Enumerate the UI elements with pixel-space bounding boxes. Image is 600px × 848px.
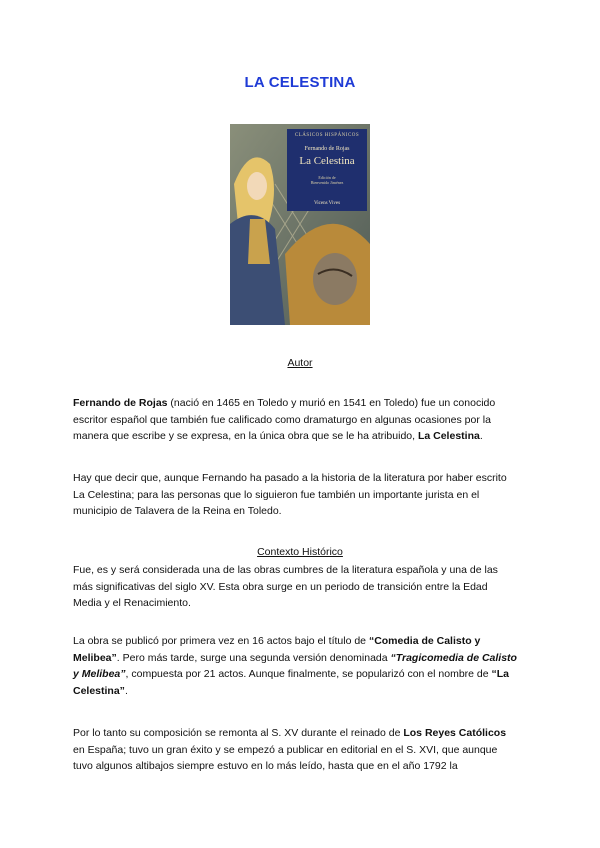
cover-editor — [287, 175, 367, 185]
text-line: tuvo algunos altibajos siempre estuvo en lo más leído, hasta que en el año 1792 la — [73, 760, 458, 773]
cover-publisher: Vicens Vives — [313, 201, 341, 206]
work-title: La Celestina — [417, 430, 480, 443]
paragraph-context-intro — [73, 562, 533, 612]
bold-italic-run: “Tragicomedia de Calisto — [390, 651, 517, 664]
text-run: manera que escribe y se expresa, en la única obra que se le ha atribuido, — [73, 430, 418, 443]
text-run: (nació en 1465 en Toledo y murió en 1541 en Toledo) fue un conocido — [167, 397, 496, 409]
bold-run: Melibea” — [73, 651, 117, 664]
text-line: más significativas del siglo XV. Esta obra surge en un periodo de transición entre la Edad — [73, 580, 488, 593]
cover-edition-line1: Edición de — [318, 175, 336, 180]
text-line: municipio de Talavera de la Reina en Toledo. — [73, 505, 282, 518]
text-line: Fue, es y será considerada una de las obras cumbres de la literatura española y una de las — [73, 564, 498, 576]
text-line: La Celestina; para las personas que lo siguieron fue también un importante jurista en el — [73, 488, 480, 501]
text-line: Media y el Renacimiento. — [73, 597, 191, 610]
cover-title-box — [287, 129, 367, 211]
bold-run: “La — [491, 668, 510, 681]
text-run: La obra se publicó por primera vez en 16 actos bajo el título de — [73, 635, 369, 647]
paragraph-author-legacy — [73, 470, 533, 520]
paragraph-author-intro — [73, 395, 533, 445]
text-run: Por lo tanto su composición se remonta al S. XV durante el reinado de — [73, 727, 404, 739]
bold-run: “Comedia de Calisto y — [368, 635, 481, 647]
text-run: , compuesta por 21 actos. Aunque finalmente, se popularizó con el nombre de — [125, 668, 492, 681]
cover-author: Fernando de Rojas — [304, 146, 350, 152]
bold-run: Los Reyes Católicos — [403, 727, 507, 739]
text-run: . — [479, 430, 483, 443]
bold-run: Celestina” — [73, 685, 125, 698]
cover-title: La Celestina — [299, 155, 355, 167]
paragraph-composition — [73, 725, 533, 775]
book-cover-image — [230, 124, 370, 325]
author-name: Fernando de Rojas — [73, 397, 168, 409]
cover-edition-line2: Bienvenido Jiménez — [310, 180, 344, 185]
cover-series: CLÁSICOS HISPÁNICOS — [294, 133, 360, 138]
text-line: escritor español que también fue calificado como dramaturgo en algunas ocasiones por la — [73, 413, 491, 426]
section-heading-contexto: Contexto Histórico — [257, 546, 343, 558]
text-line: en España; tuvo un gran éxito y se empezó a publicar en editorial en el S. XVI, que aunque — [73, 743, 498, 756]
document-title: LA CELESTINA — [244, 74, 356, 91]
text-line: Hay que decir que, aunque Fernando ha pasado a la historia de la literatura por haber escrito — [73, 472, 507, 484]
paragraph-publication — [73, 633, 533, 700]
text-run: . — [124, 685, 128, 698]
bold-italic-run: y Melibea” — [73, 668, 126, 681]
section-heading-autor: Autor — [287, 357, 313, 369]
text-run: . Pero más tarde, surge una segunda versión denominada — [116, 651, 391, 664]
